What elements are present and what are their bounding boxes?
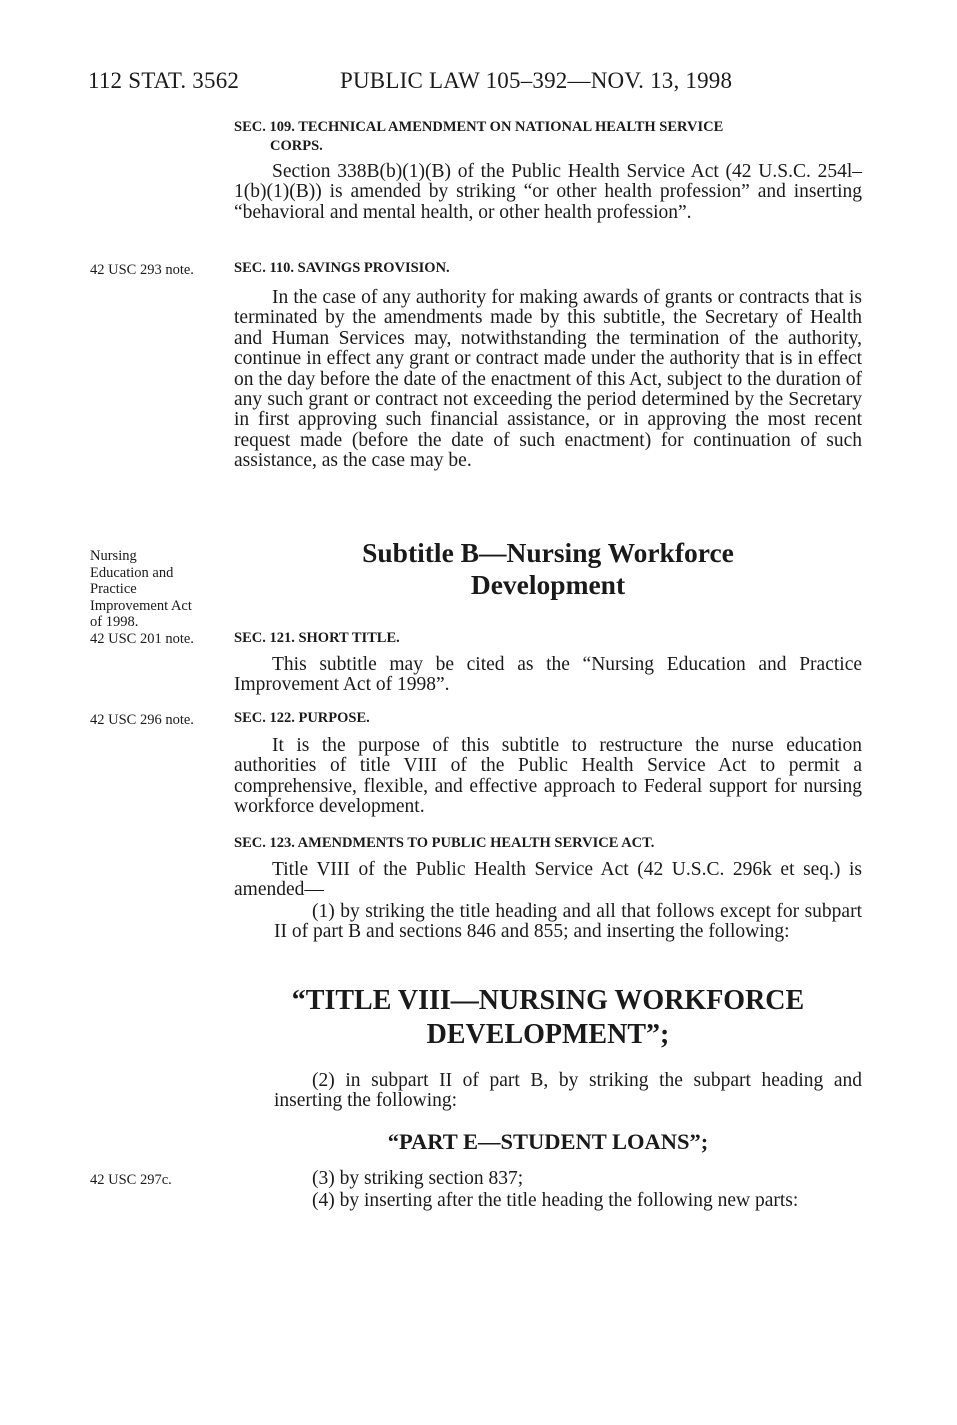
sec-123-intro: Title VIII of the Public Health Service Act (42 U.S.C. 296k et seq.) is amended— [234,859,862,901]
sec-123-item-4: (4) by inserting after the title heading the following new parts: [312,1190,799,1211]
title-viii-heading: “TITLE VIII—NURSING WORKFORCE DEVELOPMENT”; [291,985,805,1050]
subtitle-b-margin-note: Nursing Education and Practice Improvement Act of 1998. 42 USC 201 note. [90,548,194,647]
part-e-heading: “PART E—STUDENT LOANS”; [387,1129,709,1154]
sec-121-heading: SEC. 121. SHORT TITLE. [234,630,400,646]
sec-123-heading: SEC. 123. AMENDMENTS TO PUBLIC HEALTH SERVICE ACT. [234,835,655,851]
sec-121-text: This subtitle may be cited as the “Nursing Education and Practice Improvement Act of 1998”. [234,654,862,696]
sec-123-item-1: (1) by striking the title heading and all that follows except for subpart II of part B and sections 846 and 855; and inserting the following: [274,901,862,943]
sec-123-item-3: (3) by striking section 837; [312,1168,524,1189]
sec-122-text: It is the purpose of this subtitle to restructure the nurse education authorities of title VIII of the Public Health Service Act to permit a comprehensive, flexible, and effective approach to Federal support for nursing workforce development. [234,735,862,818]
statute-citation: 112 STAT. 3562 [88,68,240,93]
subtitle-b-heading: Subtitle B—Nursing Workforce Development [362,537,734,600]
sec-109-heading: SEC. 109. TECHNICAL AMENDMENT ON NATIONAL HEALTH SERVICE CORPS. [234,119,724,154]
sec-110-heading: SEC. 110. SAVINGS PROVISION. [234,260,450,276]
sec-122-margin-note: 42 USC 296 note. [90,712,194,728]
item-3-margin-note: 42 USC 297c. [90,1172,172,1188]
sec-109-text: Section 338B(b)(1)(B) of the Public Health Service Act (42 U.S.C. 254l–1(b)(1)(B)) is amended by striking “or other health profession” and inserting “behavioral and mental health, or other health profession”. [234,161,862,223]
public-law-title: PUBLIC LAW 105–392—NOV. 13, 1998 [340,68,733,93]
sec-122-heading: SEC. 122. PURPOSE. [234,710,370,726]
sec-110-text: In the case of any authority for making awards of grants or contracts that is terminated by the amendments made by this subtitle, the Secretary of Health and Human Services may, notwithstanding the termination of the authority, continue in effect any grant or contract made under the authority that is in effect on the day before the date of the enactment of this Act, subject to the duration of any such grant or contract not exceeding the period determined by the Secretary in first approving such financial assistance, or in approving the most recent request made (before the date of such enactment) for continuation of such assistance, as the case may be. [234,287,862,472]
sec-110-margin-note: 42 USC 293 note. [90,262,194,278]
sec-123-item-2: (2) in subpart II of part B, by striking the subpart heading and inserting the following: [274,1070,862,1112]
